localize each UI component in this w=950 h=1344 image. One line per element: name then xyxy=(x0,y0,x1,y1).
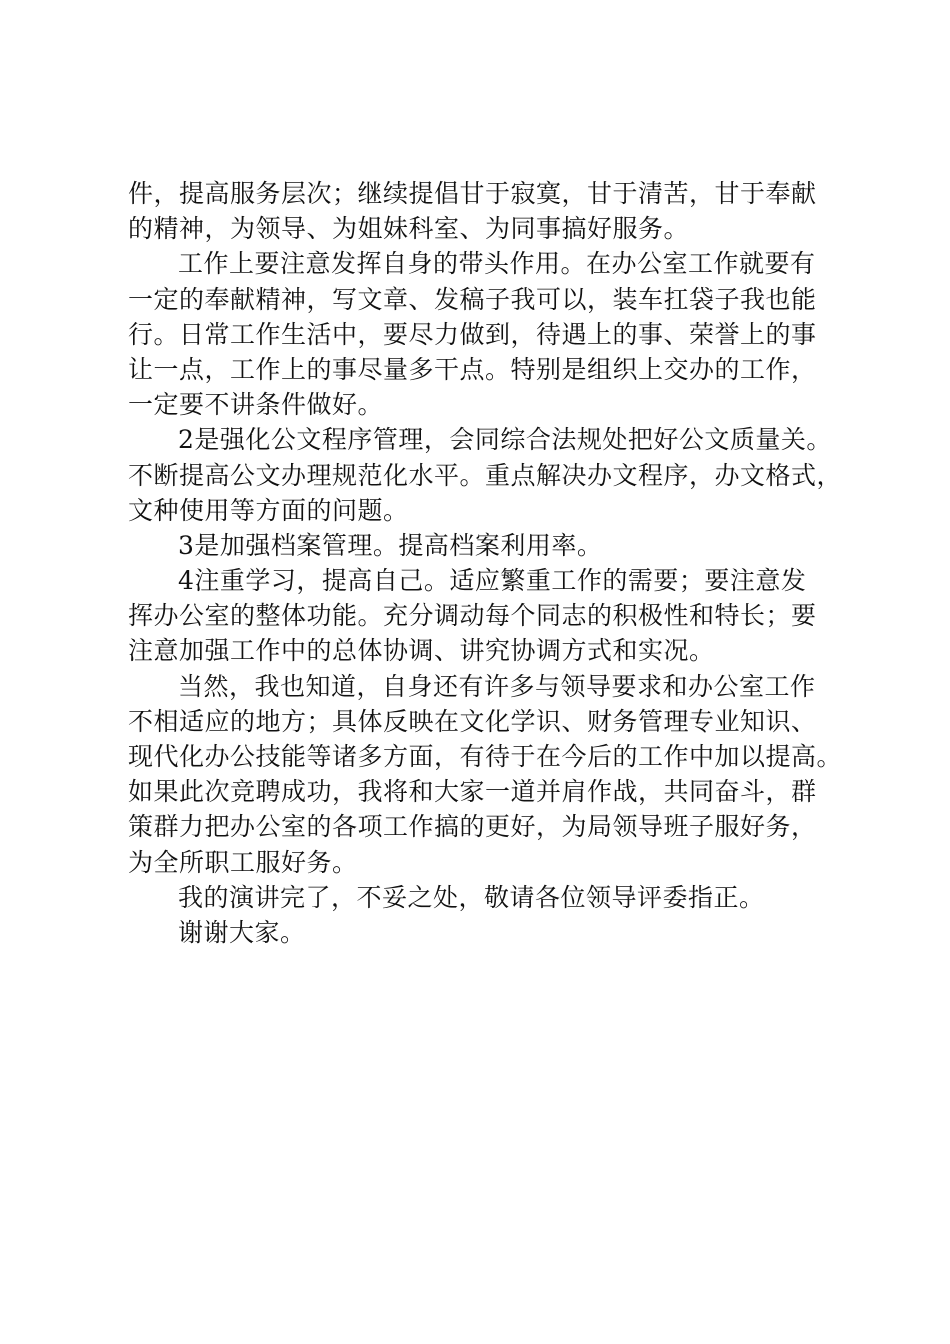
text-line: 工作上要注意发挥自身的带头作用。在办公室工作就要有 xyxy=(178,249,816,279)
text-line: 不断提高公文办理规范化水平。重点解决办文程序，办文格式， xyxy=(128,460,843,490)
text-line: 4注重学习，提高自己。适应繁重工作的需要；要注意发 xyxy=(178,566,807,596)
text-line: 我的演讲完了，不妥之处，敬请各位领导评委指正。 xyxy=(178,882,765,912)
text-line: 如果此次竞聘成功，我将和大家一道并肩作战，共同奋斗，群 xyxy=(128,777,817,807)
text-line: 策群力把办公室的各项工作搞的更好，为局领导班子服好务， xyxy=(128,812,817,842)
text-line: 一定的奉献精神，写文章、发稿子我可以，装车扛袋子我也能 xyxy=(128,284,817,314)
text-line: 谢谢大家。 xyxy=(178,917,306,947)
document-body xyxy=(128,176,852,950)
text-line: 3是加强档案管理。提高档案利用率。 xyxy=(178,530,603,560)
text-line: 让一点，工作上的事尽量多干点。特别是组织上交办的工作， xyxy=(128,354,817,384)
text-line: 文种使用等方面的问题。 xyxy=(128,495,409,525)
text-line: 不相适应的地方；具体反映在文化学识、财务管理专业知识、 xyxy=(128,706,817,736)
text-line: 行。日常工作生活中，要尽力做到，待遇上的事、荣誉上的事 xyxy=(128,319,817,349)
text-line: 2是强化公文程序管理，会同综合法规处把好公文质量关。 xyxy=(178,425,832,455)
text-line: 件，提高服务层次；继续提倡甘于寂寞，甘于清苦，甘于奉献 xyxy=(128,179,817,208)
text-line: 为全所职工服好务。 xyxy=(128,847,358,877)
text-line: 注意加强工作中的总体协调、讲究协调方式和实况。 xyxy=(128,636,715,666)
text-line: 现代化办公技能等诸多方面，有待于在今后的工作中加以提高。 xyxy=(128,742,843,771)
text-line: 一定要不讲条件做好。 xyxy=(128,390,384,420)
text-line: 当然，我也知道，自身还有许多与领导要求和办公室工作 xyxy=(178,671,816,701)
text-line: 的精神，为领导、为姐妹科室、为同事搞好服务。 xyxy=(128,214,690,244)
text-line: 挥办公室的整体功能。充分调动每个同志的积极性和特长；要 xyxy=(128,601,817,631)
